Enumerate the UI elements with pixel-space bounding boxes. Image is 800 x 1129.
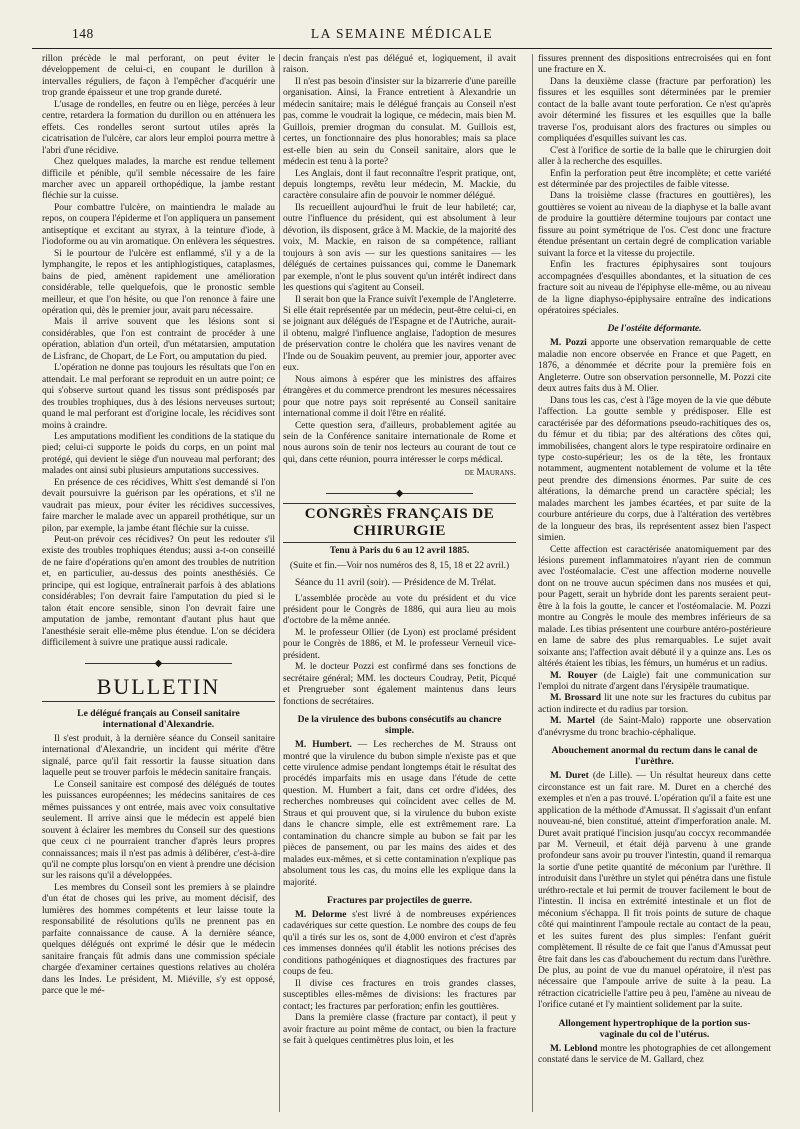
speaker-name: M. Leblond bbox=[550, 1043, 598, 1054]
paragraph: Il s'est produit, à la dernière séance du Conseil sanitaire international d'Alexandrie, un incident qui mérite d'être signalé, parce qu'il fait ressortir la fausse situation dans laquelle peut se trouver parfois le médecin sanitaire français. bbox=[42, 734, 275, 779]
paragraph bbox=[538, 716, 771, 739]
paragraph-text: (de Saint-Malo) rapporte une observation d'anévrysme du tronc brachio-céphalique. bbox=[538, 716, 771, 738]
paragraph bbox=[283, 740, 516, 889]
paragraph-text: apporte une observation remarquable de cette maladie non encore observée en France et que Pagett, en 1876, a dénommée et décrite pour la première fois en Angleterre. Outre son observation personnelle, M. Pozzi cite deux autres faits dus à M. Olier. bbox=[538, 338, 771, 395]
journal-title: LA SEMAINE MÉDICALE bbox=[310, 26, 494, 41]
speaker-name: M. Pozzi bbox=[550, 338, 587, 349]
paragraph: C'est à l'orifice de sortie de la balle que le chirurgien doit aller à la recherche des esquilles. bbox=[538, 145, 771, 168]
congres-note: (Suite et fin.—Voir nos numéros des 8, 15, 18 et 22 avril.) bbox=[289, 560, 510, 571]
paragraph: Les amputations modifient les conditions de la statique du pied; celui-ci supporte le poids du corps, en un point mal protégé, qui devient le siège d'un nouveau mal perforant; des malades ont ainsi subi plusieurs amputations successives. bbox=[42, 431, 275, 477]
header-rule bbox=[32, 48, 772, 49]
paragraph: M. le professeur Ollier (de Lyon) est proclamé président pour le Congrès de 1886, et M. le professeur Verneuil vice-président. bbox=[283, 627, 516, 661]
section-heading: De l'ostéite déformante. bbox=[607, 323, 702, 335]
seance-line: Séance du 11 avril (soir). — Présidence de M. Trélat. bbox=[295, 578, 496, 589]
paragraph: fissures prennent des dispositions entrecroisées qui en font une fracture en X. bbox=[538, 54, 771, 76]
section-heading: Abouchement anormal du rectum dans le canal de l'urèthre. bbox=[551, 745, 758, 768]
column-divider bbox=[279, 54, 280, 1112]
paragraph: En présence de ces récidives, Whitt s'est demandé si l'on devait poursuivre la guérison par les opérations, et s'il ne vaudrait pas mieux, pour éviter les récidives successives, faire marcher le malade avec un appareil prothétique, sur un pilon, par exemple, la jambe étant fléchie sur la cuisse. bbox=[42, 477, 275, 534]
paragraph: Mais il arrive souvent que les lésions sont si considérables, que l'on est contraint de procéder à une opération, ablation d'un orteil, d'un métatarsien, amputation de Lisfranc, de Chopart, de Le Fort, ou amputation du pied. bbox=[42, 317, 275, 362]
paragraph: Enfin les fractures épiphysaires sont toujours accompagnées d'esquilles abondantes, et la situation de ces fracture soit au niveau de l'épiphyse elle-même, ou au niveau de la ligne diaphyso-épiphysaire entraîne des indications opératoires spéciales. bbox=[538, 260, 771, 316]
speaker-name: M. Humbert. bbox=[295, 740, 352, 751]
paragraph-text: (de Lille). — Un résultat heureux dans cette circonstance est un fait rare. M. Duret en a cherché des exemples et n'en a pas trouvé. L'opération qu'il a faite est une application de la méthode d'Amussat. Il s'agissait d'un enfant nouveau-né, bien constitué, atteint d'imperforation anale. M. Duret avait pratiqué l'incision jusqu'au coccyx recommandée par M. Verneuil, et était déjà parvenu à une grande profondeur sans avoir pu trouver l'intestin, quand il remarqua la sortie d'une petite quantité de méconium par l'urèthre. Il introduisit dans l'urèthre un stylet qui pénétra dans une fistule uréthro-rectale et lui permit de trouver facilement le bout de l'intestin. Il incisa en extrémité intestinale et un flot de méconium s'échappa. Il fit trois points de suture de chaque côté qui maintinrent l'ampoule rectale au contact de la peau, et les suites furent des plus simples: l'enfant guérit complètement. Il résulte de ce fait que l'anus d'Amussat peut être fait dans les cas d'abouchement du rectum dans l'urèthre. De plus, au point de vue du manuel opératoire, il n'est pas nécessaire que l'ampoule arrive de suite à la peau. La rétraction cicatricielle l'attire peu à peu, l'amène au niveau de l'orifice cutané et l'y maintient solidement par la suite. bbox=[538, 771, 771, 1011]
paragraph-text: lit une note sur les fractures du cubitus par action indirecte et du radius par torsion. bbox=[538, 693, 771, 715]
congres-dates: Tenu à Paris du 6 au 12 avril 1885. bbox=[329, 546, 470, 557]
paragraph: Dans la deuxième classe (fracture par perforation) les fissures et les esquilles sont déterminées par le premier contact de la balle avant toute perforation. Ce n'est qu'après avoir déterminé les fissures et les esquilles que la balle traverse l'os, produisant alors des fractures ou simples ou compliquées d'esquilles suivant les cas. bbox=[538, 76, 771, 145]
paragraph: Le Conseil sanitaire est composé des délégués de toutes les puissances européennes; les médecins sanitaires de ces mêmes puissances y ont entrée, mais avec voix consultative seulement. Il arrive ainsi que le médecin est appelé bien souvent à éclairer les membres du Conseil sur des questions que ceux ci ne pourraient trancher d'après leurs propres connaissances; mais il n'est pas admis à délibérer, c'est-à-dire qu'il ne compte plus lorsqu'on en vient à prendre une décision sur les raisons qu'il a développées. bbox=[42, 779, 275, 882]
paragraph: L'usage de rondelles, en feutre ou en liège, percées à leur centre, retardera la formation du durillon ou en atténuera les effets. Ces rondelles seront surtout utiles après la cicatrisation de l'ulcère, car alors leur emploi pourra mettre à l'abri d'une récidive. bbox=[42, 99, 275, 156]
paragraph: Dans la première classe (fracture par contact), il peut y avoir fracture au point même de contact, ou bien la fracture se fait à quelques centimètres plus loin, et les bbox=[283, 1013, 516, 1046]
section-separator: ◆ bbox=[283, 488, 516, 499]
paragraph: Cette affection est caractérisée anatomiquement par des lésions purement inflammatoires n'ayant rien de commun avec l'ostéomalacie. C'est une affection moderne nouvelle dont on ne trouve aucun spécimen dans nos musées et qui, pour Pagett, serait un hybride dont les parents seraient peut-être à la fois la goutte, le cancer et l'ostéomalacie. M. Pozzi montre au Congrès le moule des membres inférieurs de sa malade. Les tibias présentent une courbure antéro-postérieure en lame de sabre des plus remarquables. Le sujet avait soixante ans; l'affection avait débuté il y a quinze ans. Les os altérés étaient les tibias, les fémurs, un humérus et un radius. bbox=[538, 544, 771, 670]
section-heading: Le délégué français au Conseil sanitaire international d'Alexandrie. bbox=[77, 708, 240, 731]
paragraph: Dans tous les cas, c'est à l'âge moyen de la vie que débute l'affection. La goutte semble y prédisposer. Elle est caractérisée par des déformations pseudo-rachitiques des os, du fémur et du tibia; par des altérations des côtes qui, immobilisées, changent alors le type respiratoire ordinaire en type costo-supérieur; les os de la tête, les frontaux notamment, augmentent notablement de volume et la tête peut prendre des dimensions énormes. Par suite de ces altérations, la démarche prend un caractère spécial; les malades marchent les jambes écartées, et par suite de la courbure antérieure du corps, due à l'altération des vertèbres de la longueur des bras, ils représentent assez bien l'aspect simien. bbox=[538, 395, 771, 544]
section-heading: Fractures par projectiles de guerre. bbox=[326, 895, 473, 906]
paragraph: Peut-on prévoir ces récidives? On peut les redouter s'il existe des troubles trophiques étendus; aussi a-t-on conseillé de ne faire d'opérations qu'en amont des troubles de nutrition et, en particulier, au-dessus des points anesthésiés. Ce principe, qui est logique, entraînerait parfois à des ablations considérables; l'on devrait faire l'amputation du pied si le talon était encore sensible, sinon l'on devrait faire une amputation de jambe, remontant d'autant plus haut que l'anesthésie serait elle-même plus étendue. L'on se décidera difficilement à suivre une pratique aussi radicale. bbox=[42, 535, 275, 649]
paragraph: Dans la troisième classe (fractures en gouttières), les gouttières se voient au niveau de la diaphyse et la balle avant de produire la gouttière détermine toujours par contact une fissure au point symétrique de l'os. C'est donc une fracture étendue présentant un certain degré de complication variable suivant la force et la vitesse du projectile. bbox=[538, 191, 771, 259]
paragraph bbox=[538, 338, 771, 395]
paragraph-text: — Les recherches de M. Strauss ont montré que la virulence du bubon simple n'existe pas et que cette virulence admise pendant longtemps était le résultat des procédés imparfaits mis en usage dans l'étude de cette question. M. Humbert a fait, dans cet ordre d'idées, des recherches nombreuses qui coïncident avec celles de M. Straus et qui prouvent que, si la virulence du bubon existe dans le chancre simple, elle est extrêmement rare. La contamination du chancre simple au bubon se fait par les pièces de pansement, ou par les mains des aides et des malades eux-mêmes, et si cette contamination n'explique pas absolument tous les cas, du moins elle les explique dans la majorité. bbox=[283, 740, 516, 888]
paragraph: Si le pourtour de l'ulcère est enflammé, s'il y a de la lymphangite, le repos et les antiphlogistiques, cataplasmes, bains de pied, amènent rapidement une amélioration considérable, telle quelquefois, que le pronostic semble meilleur, et que l'on hésite, ou que l'on renonce à faire une opération qui, dès le premier jour, avait paru nécessaire. bbox=[42, 248, 275, 316]
speaker-name: M. Rouyer bbox=[550, 670, 598, 681]
paragraph: Les Anglais, dont il faut reconnaître l'esprit pratique, ont, depuis longtemps, revêtu leur médecin, M. Mackie, du caractère consulaire afin de pouvoir le nommer délégué. bbox=[283, 168, 516, 202]
column-divider bbox=[532, 54, 533, 1112]
section-heading: De la virulence des bubons consécutifs au chancre simple. bbox=[297, 714, 502, 737]
congres-heading: CONGRÈS FRANÇAIS DE CHIRURGIE bbox=[283, 503, 516, 543]
paragraph: Chez quelques malades, la marche est rendue tellement difficile et pénible, qu'il semble nécessaire de les faire marcher avec un appareil orthopédique, la jambe restant fléchie sur la cuisse. bbox=[42, 157, 275, 202]
paragraph bbox=[283, 910, 516, 979]
paragraph: Enfin la perforation peut être incomplète; et cette variété est déterminée par des projectiles de faible vitesse. bbox=[538, 168, 771, 190]
column-3 bbox=[538, 54, 771, 1112]
signature: de Maurans. bbox=[464, 468, 516, 479]
speaker-name: M. Martel bbox=[550, 716, 595, 727]
paragraph: decin français n'est pas délégué et, logiquement, il avait raison. bbox=[283, 54, 516, 76]
paragraph: Il divise ces fractures en trois grandes classes, susceptibles elles-mêmes de divisions: les fractures par contact; les fractures par perforation; enfin les gouttières. bbox=[283, 978, 516, 1012]
column-1 bbox=[42, 54, 275, 1112]
speaker-name: M. Duret bbox=[550, 771, 589, 782]
page-number: 148 bbox=[72, 26, 94, 41]
paragraph: Il n'est pas besoin d'insister sur la bizarrerie d'une pareille organisation. Ainsi, la France entretient à Alexandrie un médecin sanitaire; mais le délégué français au Conseil n'est pas, comme le voudrait la logique, ce médecin, mais bien M. Guillois, premier drogman du consulat. M. Guillois est, certes, un fonctionnaire des plus honorables; mais sa place est-elle bien au sein du Conseil sanitaire, alors que le médecin est tenu à la porte? bbox=[283, 76, 516, 168]
paragraph: rillon précède le mal perforant, on peut éviter le développement de celui-ci, en coupant le durillon à intervalles réguliers, de façon à l'empêcher d'acquérir une trop grande épaisseur et une trop grande dureté. bbox=[42, 54, 275, 99]
paragraph-text: (de Laigle) fait une communication sur l'emploi du nitrate d'argent dans l'érysipèle traumatique. bbox=[538, 670, 771, 693]
paragraph: L'opération ne donne pas toujours les résultats que l'on en attendait. Le mal perforant se reproduit en un autre point; ce qui s'observe surtout quand les tissus sont prédisposés par des troubles trophiques, dus à des lésions nerveuses surtout; quand le mal perforant est d'origine locale, les récidives sont moins à craindre. bbox=[42, 363, 275, 431]
paragraph-text: s'est livré à de nombreuses expériences cadavériques sur cette question. Le nombre des coups de feu qu'il a tirés sur les os, sont de 4,000 environ et c'est d'après ces immenses données qu'il établit les notions précises des conditions pathogéniques et diagnostiques des fractures par coups de feu. bbox=[283, 910, 516, 978]
column-2 bbox=[283, 54, 516, 1112]
paragraph: Ils recueillent aujourd'hui le fruit de leur habileté; car, outre l'influence du président, qui est absolument à leur dévotion, ils disposent, grâce à M. Mackie, de la majorité des voix, M. Mackie, en raison de sa compétence, ralliant toujours à son avis — sur les questions sanitaires — les délégués de certaines puissances qui, comme le Danemark par exemple, n'ont le plus souvent qu'un intérêt indirect dans les questions qui s'agitent au Conseil. bbox=[283, 202, 516, 294]
paragraph bbox=[538, 671, 771, 694]
paragraph bbox=[538, 771, 771, 1012]
paragraph: Cette question sera, d'ailleurs, probablement agitée au sein de la Conférence sanitaire internationale de Rome et nous aurons soin de tenir nos lecteurs au courant de tout ce qui, dans cette réunion, pourra intéresser le corps médical. bbox=[283, 420, 516, 465]
paragraph: Il serait bon que la France suivît l'exemple de l'Angleterre. Si elle était représentée par un médecin, peut-être celui-ci, en se joignant aux délégués de l'Espagne et de l'Autriche, aurait-il obtenu, malgré l'influence anglaise, l'adoption de mesures de préservation contre le choléra que les navires venant de l'Inde ou de Souakim peuvent, au premier jour, apporter avec eux. bbox=[283, 294, 516, 374]
paragraph-text: montre les photographies de cet allongement constaté dans le service de M. Gallard, chez bbox=[538, 1043, 771, 1066]
page-header bbox=[32, 26, 772, 48]
paragraph: M. le docteur Pozzi est confirmé dans ses fonctions de secrétaire général; MM. les docteurs Coudray, Petit, Picqué et Prengrueber sont également maintenus dans leurs fonctions de secrétaires. bbox=[283, 662, 516, 707]
paragraph: L'assemblée procède au vote du président et du vice président pour le Congrès de 1886, qui aura lieu au mois d'octobre de la même année. bbox=[283, 593, 516, 627]
bulletin-heading: BULLETIN bbox=[42, 675, 275, 702]
section-heading: Allongement hypertrophique de la portion sus-vaginale du col de l'utérus. bbox=[558, 1017, 751, 1040]
paragraph: Nous aimons à espérer que les ministres des affaires étrangères et du commerce prendront les mesures nécessaires pour que notre pays soit représenté au Conseil sanitaire international comme il doit l'être en réalité. bbox=[283, 374, 516, 420]
speaker-name: M. Brossard bbox=[550, 693, 601, 704]
section-separator: ◆ bbox=[42, 658, 275, 669]
speaker-name: M. Delorme bbox=[295, 910, 347, 920]
paragraph bbox=[538, 693, 771, 716]
paragraph: Les membres du Conseil sont les premiers à se plaindre d'un état de choses qui les prive, au moment décisif, des lumières des hommes compétents et leur laisse toute la responsabilité de résolutions qu'ils ne prennent pas en parfaite connaissance de cause. A la dernière séance, quelques délégués ont exprimé le désir que le médecin sanitaire français fût admis dans une commission spéciale chargée d'examiner certaines questions relatives au choléra dans les Indes. Le président, M. Miéville, s'y est opposé, parce que le mé- bbox=[42, 882, 275, 996]
paragraph bbox=[538, 1044, 771, 1067]
paragraph: Pour combattre l'ulcère, on maintiendra le malade au repos, on coupera l'épiderme et l'on appliquera un pansement antiseptique et excitant au styrax, à la teinture d'iode, à l'iodoforme ou au vin aromatique. On enlèvera les séquestres. bbox=[42, 202, 275, 248]
